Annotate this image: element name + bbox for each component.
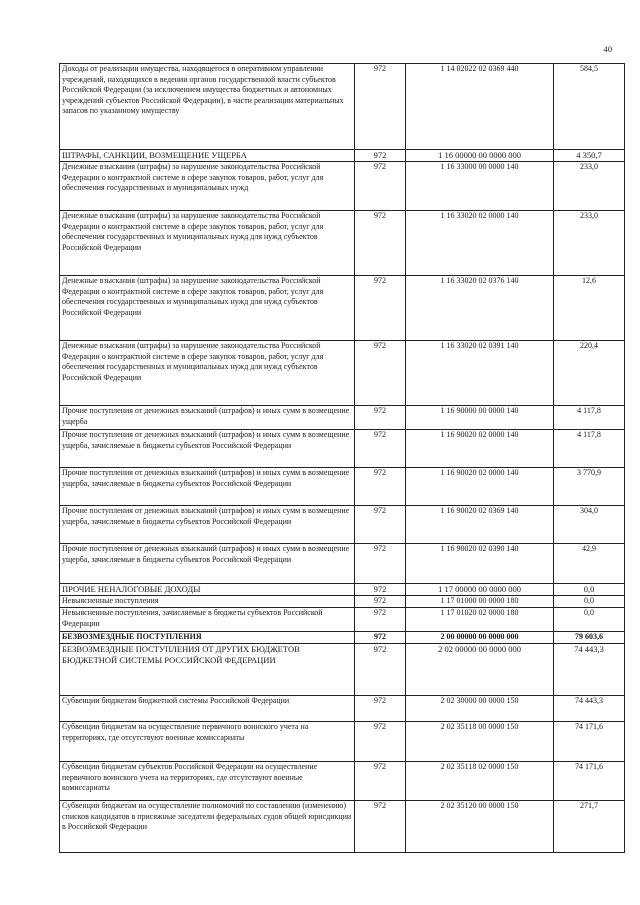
budget-code-cell: 1 16 33000 00 0000 140 [406, 162, 554, 211]
amount-cell: 304,0 [554, 506, 625, 544]
table-row [60, 341, 625, 406]
revenue-name-cell: Прочие поступления от денежных взысканий (штрафов) и иных сумм в возмещение ущерба, зачисляемые в бюджеты субъектов Российской Федерации [60, 544, 355, 584]
budget-code-cell: 2 02 35118 00 0000 150 [406, 722, 554, 762]
budget-code-cell: 1 16 00000 00 0000 000 [406, 150, 554, 162]
revenue-name-cell: ПРОЧИЕ НЕНАЛОГОВЫЕ ДОХОДЫ [60, 584, 355, 596]
amount-cell: 79 603,6 [554, 632, 625, 644]
admin-code-cell: 972 [355, 468, 406, 506]
admin-code-cell: 972 [355, 341, 406, 406]
amount-cell: 74 443,3 [554, 696, 625, 722]
admin-code-cell: 972 [355, 696, 406, 722]
revenue-name-cell: Прочие поступления от денежных взысканий (штрафов) и иных сумм в возмещение ущерба, зачисляемые в бюджеты субъектов Российской Федерации [60, 468, 355, 506]
revenue-name-cell: Прочие поступления от денежных взысканий (штрафов) и иных сумм в возмещение ущерба [60, 406, 355, 430]
page-number: 40 [603, 44, 612, 54]
table-row [60, 801, 625, 853]
budget-revenue-table [59, 63, 625, 853]
amount-cell: 42,9 [554, 544, 625, 584]
revenue-name-cell: Субвенции бюджетам субъектов Российской Федерации на осуществление первичного воинского учета на территориях, где отсутствуют военные комиссариаты [60, 762, 355, 801]
revenue-name-cell: Невыясненные поступления, зачисляемые в бюджеты субъектов Российской Федерации [60, 608, 355, 632]
table-row [60, 406, 625, 430]
admin-code-cell: 972 [355, 430, 406, 468]
amount-cell: 3 770,9 [554, 468, 625, 506]
budget-code-cell: 1 17 00000 00 0000 000 [406, 584, 554, 596]
table-row [60, 762, 625, 801]
revenue-name-cell: Доходы от реализации имущества, находящегося в оперативном управлении учреждений, находящихся в ведении органов государственной власти субъектов Российской Федерации (за исключением имущества бюджетных и автономных учреждений субъектов Российской Федерации), в части реализации материальных запасов по указанному имуществу [60, 64, 355, 150]
table-row [60, 544, 625, 584]
amount-cell: 233,0 [554, 211, 625, 276]
budget-code-cell: 2 02 30000 00 0000 150 [406, 696, 554, 722]
admin-code-cell: 972 [355, 632, 406, 644]
amount-cell: 12,6 [554, 276, 625, 341]
table-body [60, 64, 625, 853]
table-row [60, 150, 625, 162]
table-row [60, 211, 625, 276]
revenue-name-cell: Субвенции бюджетам на осуществление первичного воинского учета на территориях, где отсутствуют военные комиссариаты [60, 722, 355, 762]
revenue-name-cell: Субвенции бюджетам на осуществление полномочий по составлению (изменению) списков кандидатов в присяжные заседатели федеральных судов общей юрисдикции в Российской Федерации [60, 801, 355, 853]
table-row [60, 276, 625, 341]
budget-code-cell: 1 16 33020 02 0000 140 [406, 211, 554, 276]
budget-code-cell: 1 16 90020 02 0390 140 [406, 544, 554, 584]
amount-cell: 4 350,7 [554, 150, 625, 162]
budget-code-cell: 2 00 00000 00 0000 000 [406, 632, 554, 644]
revenue-name-cell: Прочие поступления от денежных взысканий (штрафов) и иных сумм в возмещение ущерба, зачисляемые в бюджеты субъектов Российской Федерации [60, 506, 355, 544]
table-row [60, 162, 625, 211]
admin-code-cell: 972 [355, 211, 406, 276]
budget-code-cell: 1 17 01020 02 0000 180 [406, 608, 554, 632]
revenue-name-cell: Денежные взыскания (штрафы) за нарушение законодательства Российской Федерации о контрактной системе в сфере закупок товаров, работ, услуг для обеспечения государственных и муниципальных нужд для нужд субъектов Российской Федерации [60, 276, 355, 341]
admin-code-cell: 972 [355, 506, 406, 544]
revenue-name-cell: Невыясненные поступления [60, 596, 355, 608]
budget-code-cell: 1 17 01000 00 0000 180 [406, 596, 554, 608]
admin-code-cell: 972 [355, 644, 406, 696]
table-row [60, 596, 625, 608]
table-row [60, 64, 625, 150]
admin-code-cell: 972 [355, 64, 406, 150]
budget-code-cell: 1 14 02022 02 0369 440 [406, 64, 554, 150]
table-row [60, 506, 625, 544]
admin-code-cell: 972 [355, 596, 406, 608]
admin-code-cell: 972 [355, 722, 406, 762]
budget-code-cell: 2 02 35120 00 0000 150 [406, 801, 554, 853]
admin-code-cell: 972 [355, 801, 406, 853]
admin-code-cell: 972 [355, 406, 406, 430]
revenue-name-cell: БЕЗВОЗМЕЗДНЫЕ ПОСТУПЛЕНИЯ ОТ ДРУГИХ БЮДЖЕТОВ БЮДЖЕТНОЙ СИСТЕМЫ РОССИЙСКОЙ ФЕДЕРАЦИИ [60, 644, 355, 696]
revenue-name-cell: ШТРАФЫ, САНКЦИИ, ВОЗМЕЩЕНИЕ УЩЕРБА [60, 150, 355, 162]
budget-code-cell: 1 16 90020 02 0369 140 [406, 506, 554, 544]
budget-code-cell: 1 16 90020 02 0000 140 [406, 430, 554, 468]
admin-code-cell: 972 [355, 608, 406, 632]
revenue-name-cell: БЕЗВОЗМЕЗДНЫЕ ПОСТУПЛЕНИЯ [60, 632, 355, 644]
admin-code-cell: 972 [355, 150, 406, 162]
amount-cell: 271,7 [554, 801, 625, 853]
admin-code-cell: 972 [355, 544, 406, 584]
table-row [60, 644, 625, 696]
amount-cell: 4 117,8 [554, 406, 625, 430]
budget-code-cell: 1 16 90000 00 0000 140 [406, 406, 554, 430]
table-row [60, 696, 625, 722]
revenue-name-cell: Денежные взыскания (штрафы) за нарушение законодательства Российской Федерации о контрактной системе в сфере закупок товаров, работ, услуг для обеспечения государственных и муниципальных нужд [60, 162, 355, 211]
amount-cell: 233,0 [554, 162, 625, 211]
table-row [60, 468, 625, 506]
revenue-name-cell: Денежные взыскания (штрафы) за нарушение законодательства Российской Федерации о контрактной системе в сфере закупок товаров, работ, услуг для обеспечения государственных и муниципальных нужд для нужд субъектов Российской Федерации [60, 341, 355, 406]
amount-cell: 0,0 [554, 596, 625, 608]
table-row [60, 722, 625, 762]
table-row [60, 608, 625, 632]
amount-cell: 74 443,3 [554, 644, 625, 696]
amount-cell: 74 171,6 [554, 722, 625, 762]
admin-code-cell: 972 [355, 162, 406, 211]
budget-code-cell: 1 16 33020 02 0391 140 [406, 341, 554, 406]
admin-code-cell: 972 [355, 276, 406, 341]
table-row [60, 430, 625, 468]
revenue-name-cell: Прочие поступления от денежных взысканий (штрафов) и иных сумм в возмещение ущерба, зачисляемые в бюджеты субъектов Российской Федерации [60, 430, 355, 468]
admin-code-cell: 972 [355, 584, 406, 596]
budget-code-cell: 1 16 90020 02 0000 140 [406, 468, 554, 506]
amount-cell: 74 171,6 [554, 762, 625, 801]
table-row [60, 632, 625, 644]
revenue-name-cell: Субвенции бюджетам бюджетной системы Российской Федерации [60, 696, 355, 722]
amount-cell: 0,0 [554, 584, 625, 596]
amount-cell: 220,4 [554, 341, 625, 406]
budget-code-cell: 1 16 33020 02 0376 140 [406, 276, 554, 341]
amount-cell: 584,5 [554, 64, 625, 150]
revenue-name-cell: Денежные взыскания (штрафы) за нарушение законодательства Российской Федерации о контрактной системе в сфере закупок товаров, работ, услуг для обеспечения государственных и муниципальных нужд для нужд субъектов Российской Федерации [60, 211, 355, 276]
table-row [60, 584, 625, 596]
budget-code-cell: 2 02 35118 02 0000 150 [406, 762, 554, 801]
amount-cell: 0,0 [554, 608, 625, 632]
amount-cell: 4 117,8 [554, 430, 625, 468]
admin-code-cell: 972 [355, 762, 406, 801]
budget-code-cell: 2 02 00000 00 0000 000 [406, 644, 554, 696]
